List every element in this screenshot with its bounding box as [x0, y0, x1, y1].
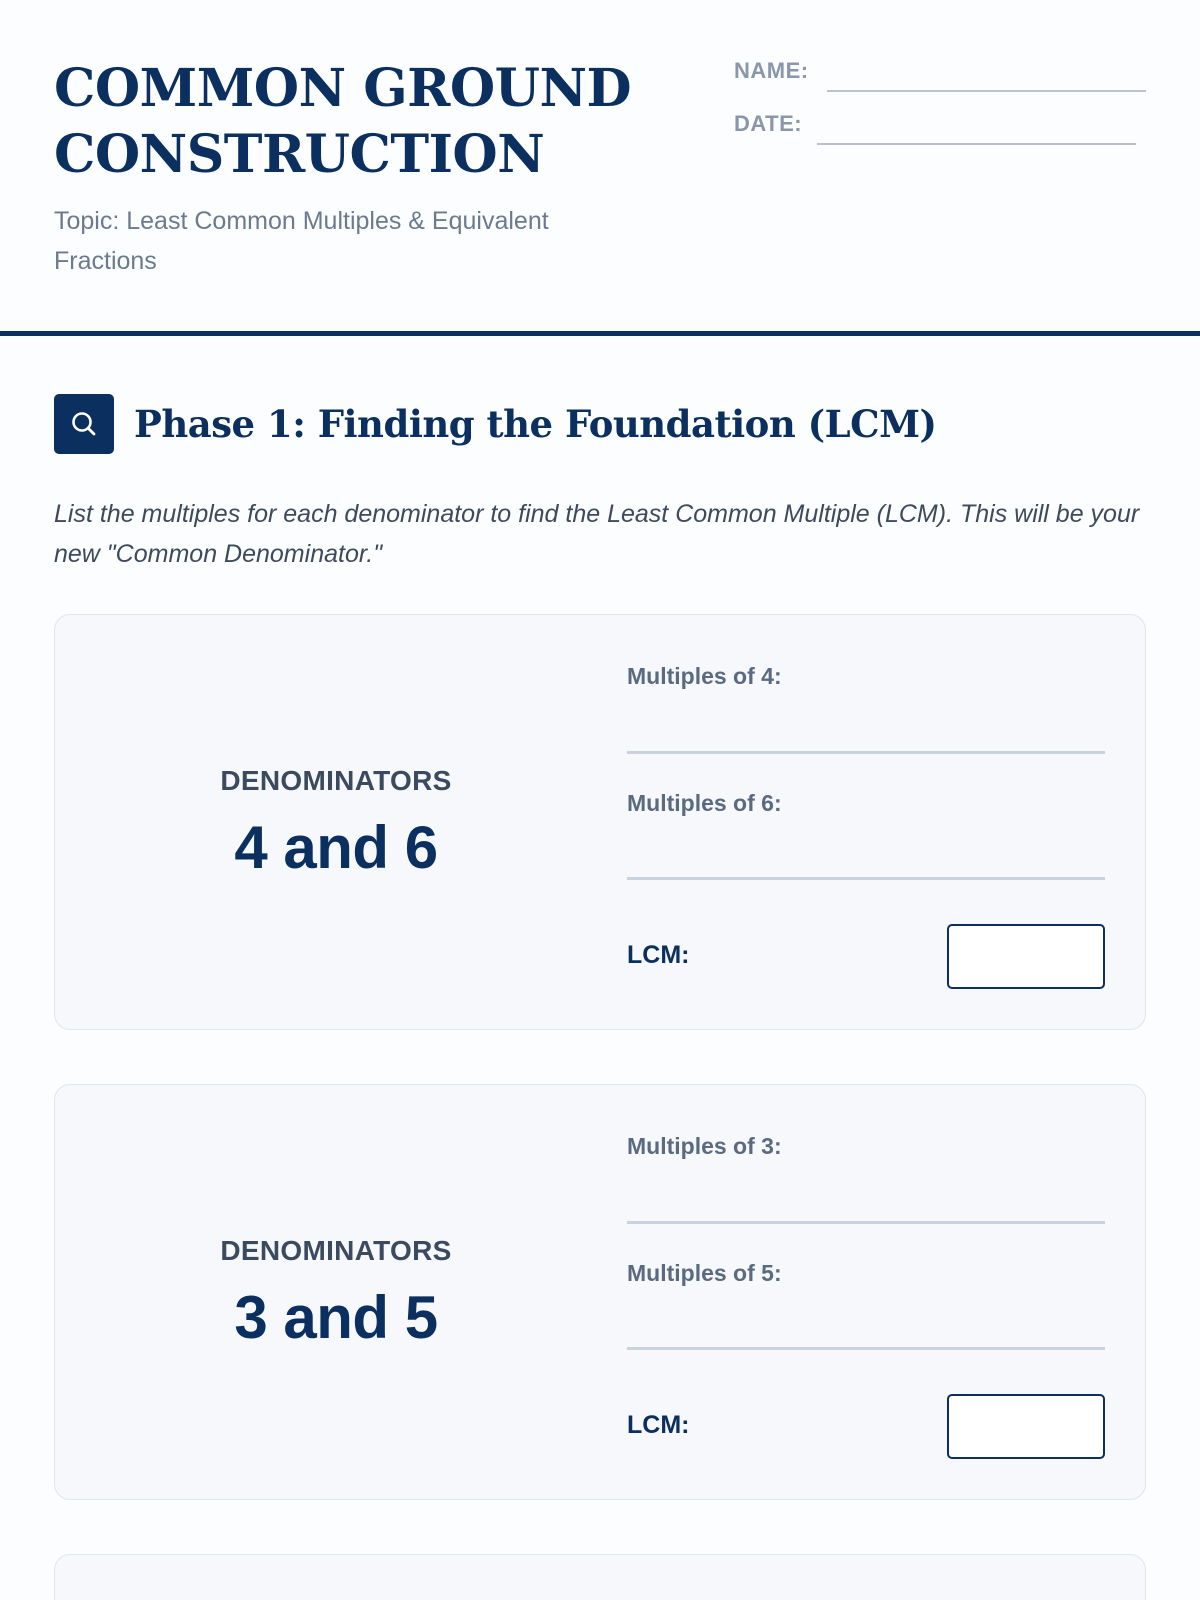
name-label: NAME:: [734, 58, 809, 83]
multiples-label: Multiples of 5:: [627, 1260, 782, 1286]
phase-1-instructions: List the multiples for each denominator to find the Least Common Multiple (LCM). This will be your new "Common Denominator.": [54, 500, 1140, 568]
lcm-label: LCM:: [627, 1411, 690, 1439]
lcm-label: LCM:: [627, 941, 690, 969]
denominators-label: DENOMINATORS: [220, 1235, 452, 1266]
name-field[interactable]: [734, 52, 1146, 92]
multiples-label: Multiples of 6:: [627, 790, 782, 816]
multiples-answer-line[interactable]: [627, 877, 1105, 880]
date-input-line[interactable]: [817, 143, 1136, 145]
multiples-answer-line[interactable]: [627, 1347, 1105, 1350]
date-label: DATE:: [734, 111, 803, 136]
multiples-answer-line[interactable]: [627, 1221, 1105, 1224]
multiples-label: Multiples of 3:: [627, 1133, 782, 1159]
worksheet-title: COMMON GROUND CONSTRUCTION: [54, 58, 632, 185]
name-input-line[interactable]: [827, 90, 1146, 92]
multiples-answer-line[interactable]: [627, 751, 1105, 754]
lcm-problem-card: [54, 614, 1146, 1030]
denominators-value: 3 and 5: [234, 1284, 438, 1351]
lcm-problem-card: [54, 1084, 1146, 1500]
multiples-label: Multiples of 4:: [627, 663, 782, 689]
search-icon: [54, 394, 114, 454]
lcm-answer-box[interactable]: [947, 1394, 1105, 1459]
worksheet-header: [0, 0, 1200, 336]
denominators-label: DENOMINATORS: [220, 765, 452, 796]
lcm-answer-box[interactable]: [947, 924, 1105, 989]
phase-1-title: Phase 1: Finding the Foundation (LCM): [134, 402, 937, 446]
worksheet-topic: Topic: Least Common Multiples & Equivalent Fractions: [54, 207, 549, 275]
denominators-value: 4 and 6: [234, 814, 438, 881]
date-field[interactable]: [734, 105, 1146, 145]
lcm-problem-card: [54, 1554, 1146, 1600]
